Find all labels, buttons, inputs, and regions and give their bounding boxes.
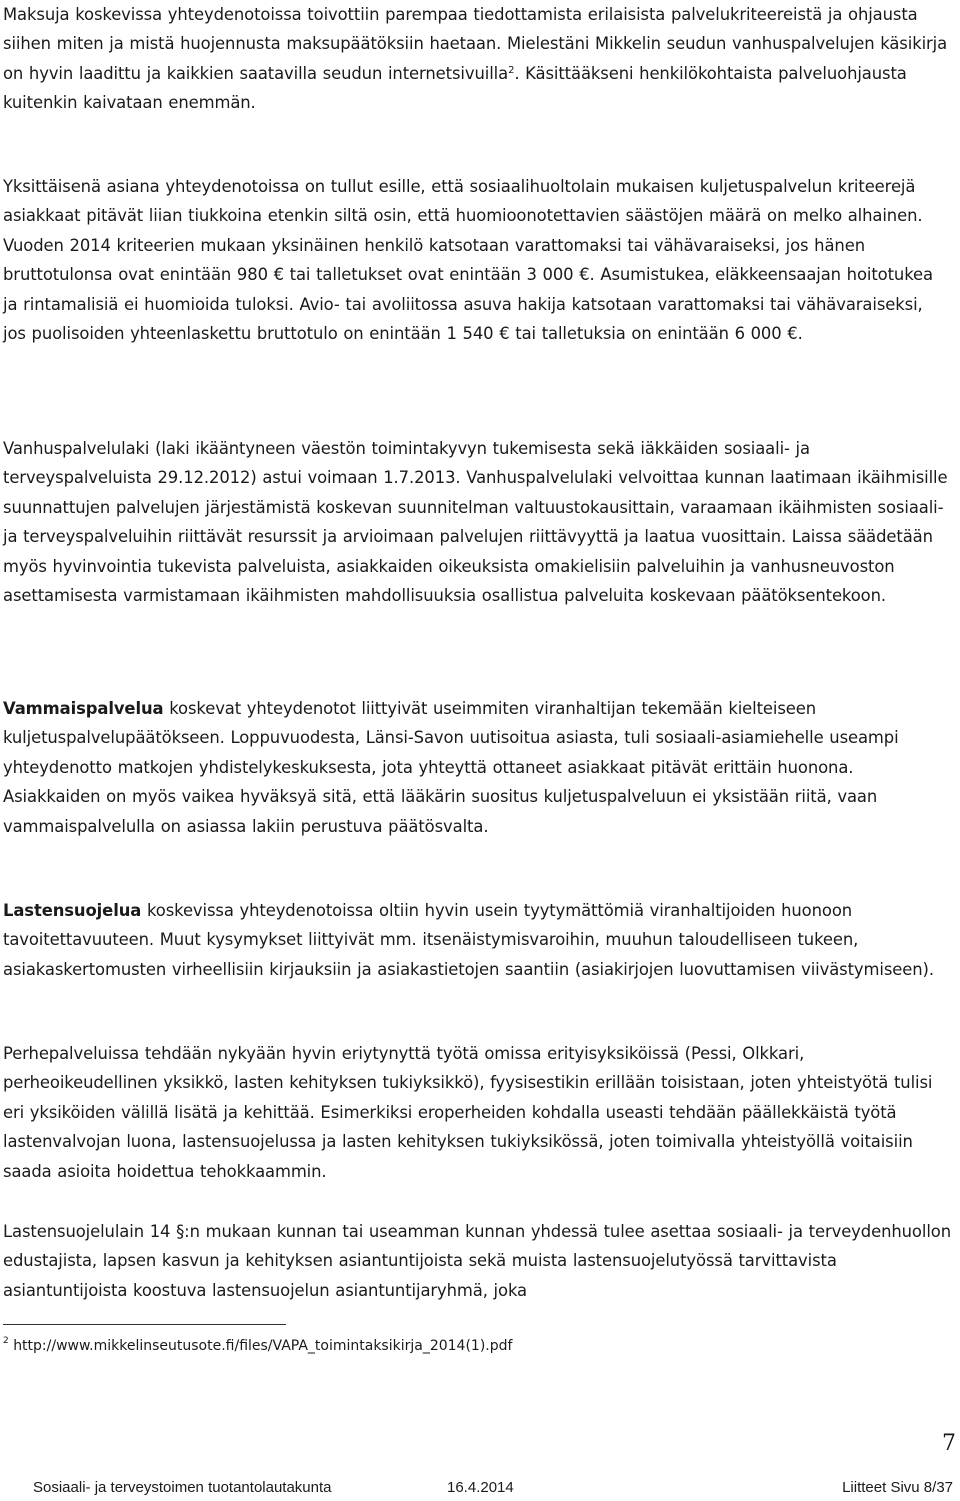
paragraph-lastensuojelulaki <box>3 1217 951 1305</box>
paragraph-perhepalvelut <box>3 1039 951 1186</box>
footnote <box>3 1336 903 1356</box>
footer-committee: Sosiaali- ja terveystoimen tuotantolautakunta <box>33 1479 332 1496</box>
page-number: 7 <box>942 1431 956 1456</box>
footnote-number: 2 <box>3 1336 9 1346</box>
paragraph-text: Yksittäisenä asiana yhteydenotoissa on tullut esille, että sosiaalihuoltolain mukaisen kuljetuspalvelun kriteerejä asiakkaat pitävät liian tiukkoina etenkin siltä osin, että huomioonotettavien säästöjen määrä on melko alhainen. Vuoden 2014 kriteerien mukaan yksinäinen henkilö katsotaan varattomaksi tai vähävaraiseksi, jos hänen bruttotulonsa ovat enintään 980 € tai talletukset ovat enintään 3 000 €. Asumistukea, eläkkeensaajan hoitotukea ja rintamalisiä ei huomioida tuloksi. Avio- tai avoliitossa asuva hakija katsotaan varattomaksi tai vähävaraiseksi, jos puolisoiden yhteenlaskettu bruttotulo on enintään 1 540 € tai talletuksia on enintään 6 000 €. <box>3 177 933 344</box>
paragraph-text: koskevat yhteydenotot liittyivät useimmiten viranhaltijan tekemään kielteiseen kuljetuspalvelupäätökseen. Loppuvuodesta, Länsi-Savon uutisoitua asiasta, tuli sosiaali-asiamiehelle useampi yhteydenotto matkojen yhdistelykeskuksesta, jota yhteyttä ottaneet asiakkaat pitävät erittäin huonona. Asiakkaiden on myös vaikea hyväksyä sitä, että lääkärin suositus kuljetuspalveluun ei yksistään riitä, vaan vammaispalvelulla on asiassa lakiin perustuva päätösvalta. <box>3 699 899 836</box>
paragraph-lead-term: Lastensuojelua <box>3 901 142 920</box>
footnote-ref: 2 <box>508 64 515 76</box>
paragraph-text: koskevissa yhteydenotoissa oltiin hyvin usein tyytymättömiä viranhaltijoiden huonoon tavoitettavuuteen. Muut kysymykset liittyivät mm. itsenäistymisvaroihin, muuhun taloudelliseen tukeen, asiakaskertomusten virheellisiin kirjauksiin ja asiakastietojen saantiin (asiakirjojen luovuttamisen viivästymiseen). <box>3 901 934 979</box>
paragraph-vammaispalvelu <box>3 694 951 841</box>
footer-page-ref: Liitteet Sivu 8/37 <box>842 1479 953 1496</box>
footnote-link[interactable]: http://www.mikkelinseutusote.fi/files/VAPA_toimintaksikirja_2014(1).pdf <box>13 1338 513 1354</box>
paragraph-lastensuojelu <box>3 896 951 984</box>
footer-date: 16.4.2014 <box>447 1479 514 1496</box>
footnote-divider <box>3 1324 286 1325</box>
paragraph-text: Lastensuojelulain 14 §:n mukaan kunnan tai useamman kunnan yhdessä tulee asettaa sosiaali- ja terveydenhuollon edustajista, lapsen kasvun ja kehityksen asiantuntijoista sekä muista lastensuojelutyössä tarvittavista asiantuntijoista koostuva lastensuojelun asiantuntijaryhmä, joka <box>3 1222 951 1300</box>
paragraph-text: Perhepalveluissa tehdään nykyään hyvin eriytynyttä työtä omissa erityisyksiköissä (Pessi, Olkkari, perheoikeudellinen yksikkö, lasten kehityksen tukiyksikkö), fyysisestikin erillään toisistaan, joten yhteistyötä tulisi eri yksiköiden välillä lisätä ja kehittää. Esimerkiksi eroperheiden kohdalla useasti tehdään päällekkäistä työtä lastenvalvojan luona, lastensuojelussa ja lasten kehityksen tukiyksikössä, joten toimivalla yhteistyöllä voitaisiin saada asioita hoidettua tehokkaammin. <box>3 1044 933 1181</box>
paragraph-text-continued: . Käsittääkseni henkilökohtaista palveluohjausta kuitenkin kaivataan enemmän. <box>3 63 907 113</box>
paragraph-maksut <box>3 0 951 118</box>
paragraph-text: Vanhuspalvelulaki (laki ikääntyneen väestön toimintakyvyn tukemisesta sekä iäkkäiden sosiaali- ja terveyspalveluista 29.12.2012) astui voimaan 1.7.2013. Vanhuspalvelulaki velvoittaa kunnan laatimaan ikäihmisille suunnattujen palvelujen järjestämistä koskevan suunnitelman valtuustokausittain, varaamaan ikäihmisten sosiaali- ja terveyspalveluihin riittävät resurssit ja arvioimaan palvelujen riittävyyttä ja laatua vuosittain. Laissa säädetään myös hyvinvointia tukevista palveluista, asiakkaiden oikeuksista omakielisiin palveluihin ja vanhusneuvoston asettamisesta varmistamaan ikäihmisten mahdollisuuksia osallistua palveluita koskevaan päätöksentekoon. <box>3 439 948 606</box>
paragraph-text: Maksuja koskevissa yhteydenotoissa toivottiin parempaa tiedottamista erilaisista palvelukriteereistä ja ohjausta siihen miten ja mistä huojennusta maksupäätöksiin haetaan. Mielestäni Mikkelin seudun vanhuspalvelujen käsikirja on hyvin laadittu ja kaikkien saatavilla seudun internetsivuilla <box>3 5 948 83</box>
page-footer <box>33 1478 953 1500</box>
paragraph-kuljetuspalvelu <box>3 172 951 348</box>
paragraph-lead-term: Vammaispalvelua <box>3 699 164 718</box>
paragraph-vanhuspalvelulaki <box>3 434 951 610</box>
